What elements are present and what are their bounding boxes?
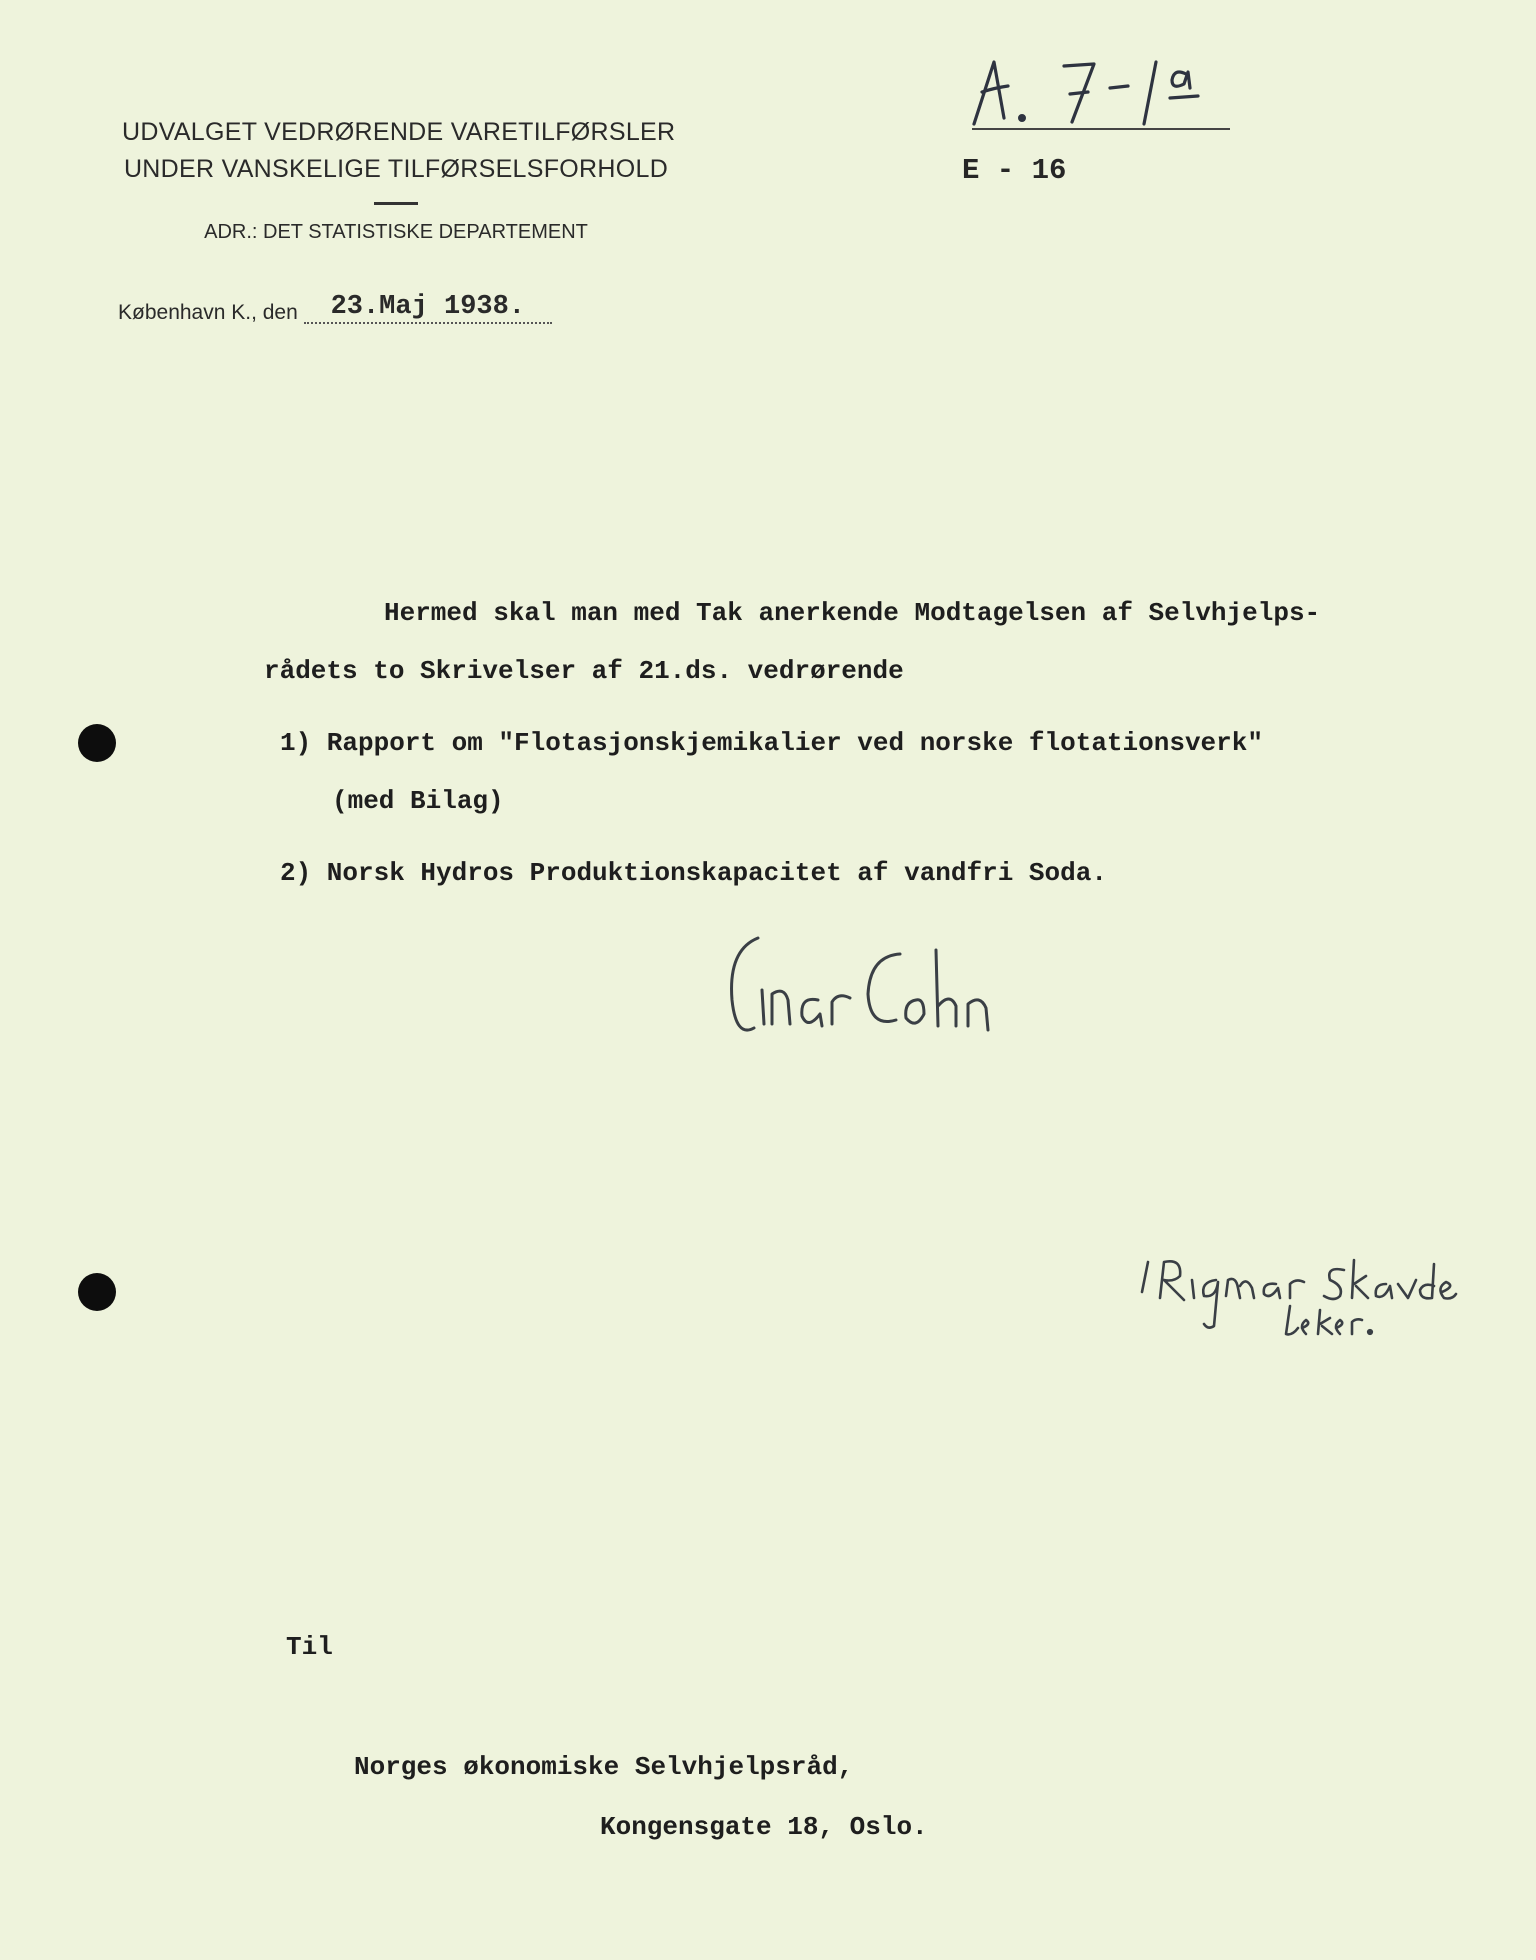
recipient-address: Kongensgate 18, Oslo.: [600, 1812, 928, 1842]
handwritten-reference: [960, 48, 1240, 138]
reference-rule: [972, 128, 1230, 130]
recipient-name: Norges økonomiske Selvhjelpsråd,: [354, 1752, 854, 1782]
date-value: 23.Maj 1938.: [304, 292, 552, 324]
date-label: København K., den: [118, 301, 298, 324]
body-line-1: Hermed skal man med Tak anerkende Modtagelsen af Selvhjelps-: [384, 598, 1321, 628]
punch-hole-upper: [78, 724, 116, 762]
punch-hole-lower: [78, 1273, 116, 1311]
letterhead-line-1: UDVALGET VEDRØRENDE VARETILFØRSLER: [122, 118, 676, 146]
letterhead-line-2: UNDER VANSKELIGE TILFØRSELSFORHOLD: [123, 155, 669, 183]
body-line-2: rådets to Skrivelser af 21.ds. vedrørende: [264, 656, 904, 686]
letterhead-address: ADR.: DET STATISTISKE DEPARTEMENT: [204, 221, 588, 243]
handwritten-annotation: [1130, 1240, 1460, 1340]
reference-code: E - 16: [962, 154, 1067, 187]
letterhead: [122, 114, 676, 245]
signature: [710, 920, 1030, 1060]
list-item-1: 1) Rapport om "Flotasjonskjemikalier ved norske flotationsverk": [280, 728, 1263, 758]
dateline: [118, 292, 552, 328]
letterhead-divider: [374, 202, 418, 205]
recipient-to: Til: [286, 1632, 333, 1662]
list-item-1-continuation: (med Bilag): [332, 786, 504, 816]
list-item-2: 2) Norsk Hydros Produktionskapacitet af vandfri Soda.: [280, 858, 1107, 888]
